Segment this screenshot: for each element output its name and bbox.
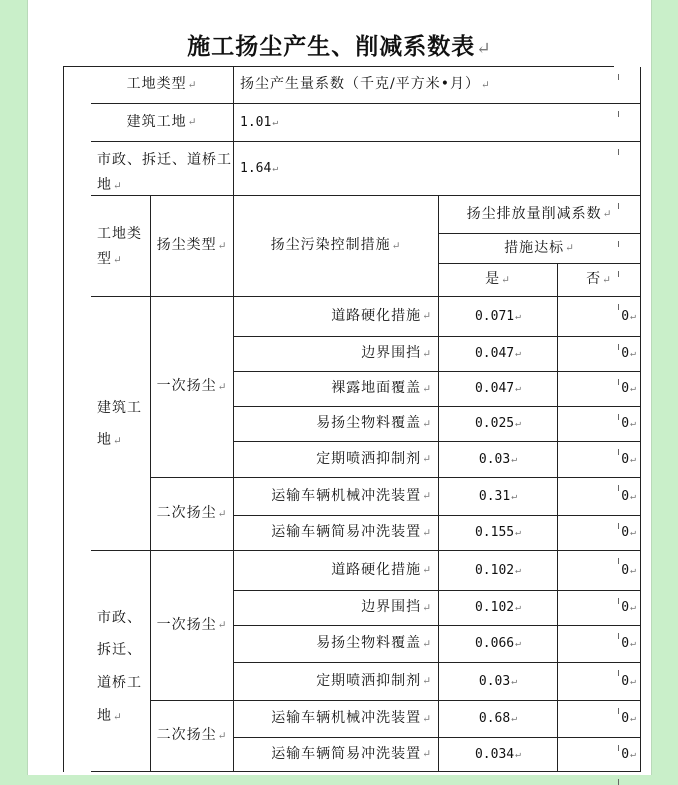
row-end-marker — [618, 670, 619, 676]
paragraph-mark-icon: ↵ — [422, 564, 432, 577]
paragraph-mark-icon: ↵ — [565, 242, 575, 255]
row-end-marker — [618, 485, 619, 491]
measure-cell — [234, 663, 439, 701]
measure-cell-text: 道路硬化措施 — [331, 561, 422, 578]
paragraph-mark-icon: ↵ — [113, 435, 123, 448]
paragraph-mark-icon: ↵ — [217, 729, 228, 742]
generation-value-cell — [234, 104, 641, 142]
dust-type-cell — [151, 297, 234, 478]
coeff-yes-cell — [439, 442, 558, 478]
coeff-yes-cell — [439, 478, 558, 516]
measure-cell — [234, 297, 439, 337]
measure-cell-text: 定期喷洒抑制剂 — [316, 450, 422, 467]
paragraph-mark-icon: ↵ — [630, 383, 636, 395]
dust-type-cell — [151, 478, 234, 551]
row-end-marker — [618, 111, 619, 117]
section-header-site-type-text: 工地类型 — [97, 226, 142, 268]
measure-cell-text: 运输车辆机械冲洗装置 — [271, 487, 422, 504]
paragraph-mark-icon: ↵ — [630, 348, 636, 360]
generation-type-cell-text: 市政、拆迁、道桥工地 — [97, 152, 232, 194]
paragraph-mark-icon: ↵ — [422, 526, 432, 539]
coeff-no-cell-text: 0 — [621, 562, 630, 578]
paragraph-mark-icon: ↵ — [422, 748, 432, 761]
section-header-measures-text: 扬尘污染控制措施 — [270, 237, 391, 254]
coeff-no-cell — [558, 663, 641, 701]
coeff-yes-cell-text: 0.102 — [474, 600, 515, 616]
paragraph-mark-icon: ↵ — [422, 310, 432, 323]
coeff-yes-cell — [439, 516, 558, 551]
paragraph-mark-icon: ↵ — [515, 383, 521, 395]
coeff-yes-cell — [439, 626, 558, 663]
paragraph-mark-icon: ↵ — [630, 310, 636, 322]
coeff-yes-cell-text: 0.03 — [478, 451, 511, 467]
generation-value-cell — [234, 142, 641, 196]
paragraph-mark-icon: ↵ — [630, 453, 636, 465]
site-type-cell — [91, 297, 151, 551]
generation-type-cell — [91, 104, 234, 142]
paragraph-mark-icon: ↵ — [422, 453, 432, 466]
paragraph-mark-icon: ↵ — [217, 239, 228, 252]
measure-cell — [234, 516, 439, 551]
coeff-yes-cell-text: 0.102 — [474, 562, 515, 578]
site-type-cell-text: 建筑工地 — [97, 400, 142, 449]
paragraph-mark-icon: ↵ — [391, 239, 402, 252]
dust-type-cell-text: 二次扬尘 — [156, 727, 217, 744]
coeff-no-cell — [558, 407, 641, 442]
coeff-yes-cell-text: 0.066 — [474, 636, 515, 652]
paragraph-mark-icon: ↵ — [630, 564, 636, 576]
dust-type-cell-text: 一次扬尘 — [156, 378, 217, 395]
paragraph-mark-icon: ↵ — [515, 602, 521, 614]
coeff-no-cell-text: 0 — [621, 346, 630, 362]
measure-cell-text: 边界围挡 — [361, 345, 422, 362]
paragraph-mark-icon: ↵ — [630, 602, 636, 614]
paragraph-mark-icon: ↵ — [113, 254, 123, 267]
paragraph-mark-icon: ↵ — [113, 711, 123, 724]
section-header-yes-text: 是 — [485, 271, 501, 288]
coeff-yes-cell — [439, 551, 558, 591]
paragraph-mark-icon: ↵ — [511, 490, 518, 502]
row-end-marker — [618, 271, 619, 277]
paragraph-mark-icon: ↵ — [480, 78, 491, 91]
row-end-marker — [618, 304, 619, 310]
coeff-yes-cell-text: 0.034 — [474, 746, 515, 762]
coeff-no-cell — [558, 516, 641, 551]
coeff-no-cell — [558, 372, 641, 407]
measure-cell-text: 定期喷洒抑制剂 — [316, 672, 422, 689]
section-header-compliance — [439, 234, 641, 264]
paragraph-mark-icon: ↵ — [511, 713, 518, 725]
paragraph-mark-icon: ↵ — [422, 601, 432, 614]
row-end-marker — [618, 344, 619, 350]
coeff-yes-cell — [439, 591, 558, 626]
section-header-yes — [439, 264, 558, 297]
coeff-yes-cell — [439, 372, 558, 407]
paragraph-mark-icon: ↵ — [217, 380, 228, 393]
header-site-type — [91, 67, 234, 104]
section-header-reduction-coeff — [439, 196, 641, 234]
paragraph-mark-icon: ↵ — [602, 208, 613, 221]
dust-type-cell-text: 一次扬尘 — [156, 616, 217, 633]
section-header-no — [558, 264, 641, 297]
paragraph-mark-icon: ↵ — [515, 564, 521, 576]
measure-cell — [234, 701, 439, 738]
coeff-no-cell — [558, 551, 641, 591]
paragraph-mark-icon: ↵ — [515, 348, 521, 360]
row-end-marker — [618, 598, 619, 604]
paragraph-mark-icon: ↵ — [422, 490, 432, 503]
paragraph-mark-icon: ↵ — [515, 310, 521, 322]
paragraph-mark-icon: ↵ — [422, 347, 432, 360]
header-generation-coeff-text: 扬尘产生量系数（千克/平方米•月） — [240, 76, 480, 93]
document-title — [28, 28, 651, 61]
measure-cell — [234, 337, 439, 372]
paragraph-mark-icon: ↵ — [187, 116, 198, 129]
coeff-no-cell-text: 0 — [621, 381, 630, 397]
row-end-marker — [618, 241, 619, 247]
measure-cell — [234, 591, 439, 626]
generation-type-cell — [91, 142, 234, 196]
paragraph-mark-icon: ↵ — [630, 675, 636, 687]
measure-cell — [234, 372, 439, 407]
section-header-dust-type — [151, 196, 234, 297]
section-header-measures — [234, 196, 439, 297]
coeff-no-cell — [558, 591, 641, 626]
coeff-no-cell — [558, 478, 641, 516]
row-end-marker — [618, 379, 619, 385]
measure-cell — [234, 551, 439, 591]
measure-cell-text: 易扬尘物料覆盖 — [316, 635, 422, 652]
dust-type-cell-text: 二次扬尘 — [156, 505, 217, 522]
measure-cell — [234, 626, 439, 663]
coeff-no-cell-text: 0 — [621, 636, 630, 652]
paragraph-mark-icon: ↵ — [422, 712, 432, 725]
coeff-no-cell-text: 0 — [621, 673, 630, 689]
paragraph-mark-icon: ↵ — [422, 637, 432, 650]
generation-value-cell-text: 1.01 — [240, 114, 272, 130]
coeff-no-cell — [558, 442, 641, 478]
paragraph-mark-icon: ↵ — [511, 453, 518, 465]
paragraph-mark-icon: ↵ — [422, 382, 432, 395]
row-end-marker — [618, 523, 619, 529]
coeff-no-cell-text: 0 — [621, 711, 630, 727]
coeff-yes-cell — [439, 337, 558, 372]
section-header-no-text: 否 — [586, 271, 602, 288]
measure-cell-text: 边界围挡 — [361, 599, 422, 616]
measure-cell — [234, 738, 439, 772]
coeff-no-cell — [558, 337, 641, 372]
section-header-compliance-text: 措施达标 — [504, 239, 565, 256]
paragraph-mark-icon: ↵ — [501, 273, 511, 286]
paragraph-mark-icon: ↵ — [630, 748, 636, 760]
paragraph-mark-icon: ↵ — [217, 507, 228, 520]
coeff-yes-cell-text: 0.047 — [474, 346, 515, 362]
coeff-yes-cell-text: 0.31 — [478, 488, 511, 504]
coeff-no-cell-text: 0 — [621, 600, 630, 616]
coeff-yes-cell-text: 0.047 — [474, 381, 515, 397]
dust-type-cell — [151, 701, 234, 772]
row-end-marker — [618, 414, 619, 420]
paragraph-mark-icon: ↵ — [113, 180, 123, 193]
measure-cell-text: 运输车辆简易冲洗装置 — [271, 524, 422, 541]
paragraph-mark-icon: ↵ — [630, 490, 636, 502]
paragraph-mark-icon: ↵ — [187, 78, 198, 91]
paragraph-mark-icon: ↵ — [515, 418, 521, 430]
paragraph-mark-icon: ↵ — [511, 675, 518, 687]
coeff-no-cell-text: 0 — [621, 488, 630, 504]
site-type-cell — [91, 551, 151, 772]
measure-cell — [234, 478, 439, 516]
coeff-no-cell — [558, 297, 641, 337]
coeff-yes-cell — [439, 407, 558, 442]
row-end-marker — [618, 633, 619, 639]
coeff-no-cell-text: 0 — [621, 525, 630, 541]
row-end-marker — [618, 558, 619, 564]
row-end-marker — [618, 449, 619, 455]
paragraph-mark-icon: ↵ — [515, 748, 521, 760]
coeff-yes-cell — [439, 297, 558, 337]
row-end-marker — [618, 779, 619, 785]
coeff-yes-cell-text: 0.025 — [474, 416, 515, 432]
coeff-yes-cell-text: 0.155 — [474, 525, 515, 541]
measure-cell-text: 易扬尘物料覆盖 — [316, 415, 422, 432]
paragraph-mark-icon: ↵ — [272, 116, 279, 128]
coeff-no-cell — [558, 738, 641, 772]
coeff-yes-cell-text: 0.68 — [478, 711, 511, 727]
row-end-marker — [618, 745, 619, 751]
paragraph-mark-icon: ↵ — [630, 418, 636, 430]
paragraph-mark-icon: ↵ — [476, 39, 492, 59]
coefficient-table — [63, 66, 636, 772]
row-end-marker — [618, 74, 619, 80]
coeff-no-cell-text: 0 — [621, 746, 630, 762]
coeff-yes-cell — [439, 663, 558, 701]
paragraph-mark-icon: ↵ — [602, 273, 612, 286]
row-end-marker — [618, 149, 619, 155]
measure-cell-text: 运输车辆简易冲洗装置 — [271, 745, 422, 762]
coeff-yes-cell-text: 0.03 — [478, 673, 511, 689]
section-header-site-type — [91, 196, 151, 297]
header-site-type-text: 工地类型 — [126, 76, 187, 93]
paragraph-mark-icon: ↵ — [422, 417, 432, 430]
paragraph-mark-icon: ↵ — [630, 638, 636, 650]
generation-value-cell-text: 1.64 — [240, 160, 272, 176]
dust-type-cell — [151, 551, 234, 701]
coeff-no-cell-text: 0 — [621, 416, 630, 432]
row-end-marker — [618, 708, 619, 714]
paragraph-mark-icon: ↵ — [422, 675, 432, 688]
paragraph-mark-icon: ↵ — [630, 713, 636, 725]
coeff-no-cell-text: 0 — [621, 451, 630, 467]
measure-cell-text: 运输车辆机械冲洗装置 — [271, 710, 422, 727]
title-text: 施工扬尘产生、削减系数表 — [187, 33, 476, 60]
header-generation-coeff — [234, 67, 641, 104]
coeff-yes-cell — [439, 738, 558, 772]
paragraph-mark-icon: ↵ — [515, 638, 521, 650]
measure-cell-text: 裸露地面覆盖 — [331, 380, 422, 397]
coeff-no-cell — [558, 701, 641, 738]
coeff-no-cell — [558, 626, 641, 663]
section-header-reduction-coeff-text: 扬尘排放量削减系数 — [466, 205, 602, 222]
measure-cell-text: 道路硬化措施 — [331, 307, 422, 324]
section-header-dust-type-text: 扬尘类型 — [156, 237, 217, 254]
measure-cell — [234, 407, 439, 442]
document-page — [27, 0, 652, 775]
measure-cell — [234, 442, 439, 478]
coeff-yes-cell-text: 0.071 — [474, 308, 515, 324]
coeff-no-cell-text: 0 — [621, 308, 630, 324]
row-end-marker — [618, 203, 619, 209]
paragraph-mark-icon: ↵ — [272, 162, 279, 174]
coeff-yes-cell — [439, 701, 558, 738]
site-type-cell-text: 市政、拆迁、道桥工地 — [97, 609, 142, 725]
paragraph-mark-icon: ↵ — [217, 619, 228, 632]
generation-type-cell-text: 建筑工地 — [126, 113, 187, 130]
paragraph-mark-icon: ↵ — [630, 527, 636, 539]
paragraph-mark-icon: ↵ — [515, 527, 521, 539]
